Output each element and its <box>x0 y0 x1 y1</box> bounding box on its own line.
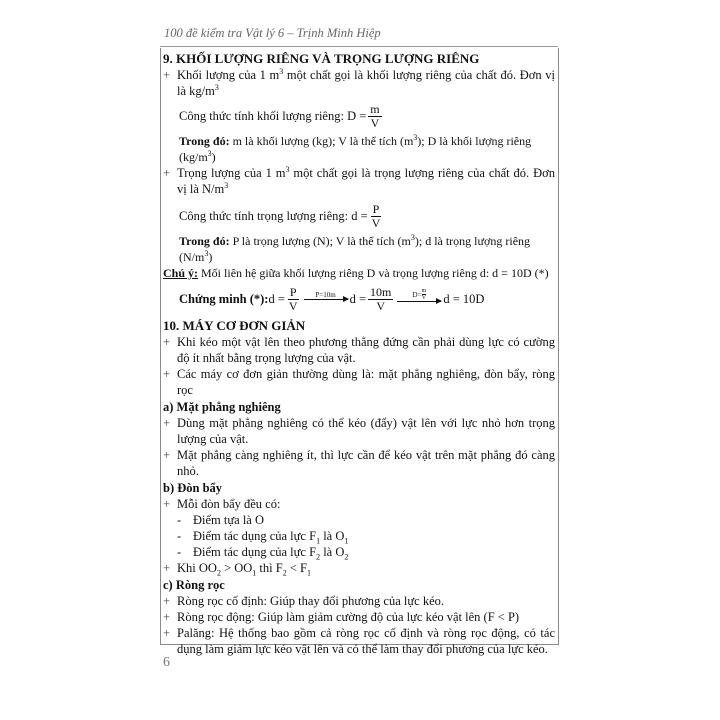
b-bullet-last: + Khi $OO_2 > OO_1$ thì $F_2 < F_1$ <box>163 561 311 578</box>
arrow-icon <box>304 299 348 300</box>
dash-marker: - <box>177 545 182 559</box>
arrow-icon <box>397 301 441 302</box>
a-bullet-1: + Dùng mặt phẳng nghiêng có thể kéo (đẩy) vật lên với lực nhỏ hơn trọng lượng của vật. <box>163 416 555 446</box>
density-formula: Công thức tính khối lượng riêng: D = $\frac{m}{V}$ <box>179 101 380 130</box>
implication-arrow: P=10m <box>304 291 348 308</box>
a-bullet-2: + Mặt phẳng càng nghiêng ít, thì lực cần để kéo vật trên mặt phẳng đó càng nhỏ. <box>163 448 555 478</box>
proof-line: Chứng minh (*): d = $\frac{P}{V}$ P=10m d = $\frac{10m}{V}$ D= $\frac{m}{V}$ d = 10D <box>179 284 485 313</box>
b-bullet-intro: + Mỗi đòn bẩy đều có: <box>163 497 281 511</box>
running-header: 100 đề kiểm tra Vật lý 6 – Trịnh Minh Hiệp <box>164 26 381 40</box>
weight-density-formula: Công thức tính trọng lượng riêng: d = $\frac{P}{V}$ <box>179 201 381 230</box>
s9-bullet-2: + Trọng lượng của 1 $m^3$ một chất gọi là trọng lượng riêng của chất đó. Đơn vị là $N/m^3$ <box>163 164 555 196</box>
s10-bullet-2: + Các máy cơ đơn giản thường dùng là: mặt phẳng nghiêng, đòn bẩy, ròng rọc <box>163 367 555 397</box>
b-sub-1: - Điểm tựa là O <box>177 513 264 527</box>
fraction: $\frac{10m}{V}$ <box>370 284 392 313</box>
plus-marker: + <box>163 594 171 608</box>
plus-marker: + <box>163 448 171 462</box>
section-9-title: 9. KHỐI LƯỢNG RIÊNG VÀ TRỌNG LƯỢNG RIÊNG <box>163 51 480 66</box>
plus-marker: + <box>163 497 171 511</box>
subsection-b-title: b) Đòn bẩy <box>163 481 223 495</box>
subsection-a-title: a) Mặt phẳng nghiêng <box>163 400 281 414</box>
plus-marker: + <box>163 166 171 180</box>
plus-marker: + <box>163 335 171 349</box>
section-10-title: 10. MÁY CƠ ĐƠN GIẢN <box>163 318 306 333</box>
fraction: $\frac{P}{V}$ <box>288 284 298 313</box>
dash-marker: - <box>177 529 182 543</box>
note: Chú ý: Mối liên hệ giữa khối lượng riêng D và trọng lượng riêng d: d = 10D (*) <box>163 266 549 280</box>
fraction: $\frac{m}{V}$ <box>370 101 380 130</box>
c-bullet-3: + Palăng: Hệ thống bao gồm cả ròng rọc cố định và ròng rọc động, có tác dụng làm giảm lực kéo vật lên và có thể làm thay đổi phương của lực kéo. <box>163 626 555 656</box>
dash-marker: - <box>177 513 182 527</box>
plus-marker: + <box>163 367 171 381</box>
plus-marker: + <box>163 68 171 82</box>
header-rule <box>160 46 558 47</box>
plus-marker: + <box>163 626 171 640</box>
c-bullet-1: + Ròng rọc cố định: Giúp thay đổi phương của lực kéo. <box>163 594 444 608</box>
plus-marker: + <box>163 416 171 430</box>
weight-density-definition: Trong đó: P là trọng lượng (N); V là thể tích $(m^3)$; d là trọng lượng riêng $(N/m^3)$ <box>179 233 531 264</box>
implication-arrow: D= $\frac{m}{V}$ <box>397 288 441 310</box>
density-definition: Trong đó: m là khối lượng (kg); V là thể tích $(m^3)$; D là khối lượng riêng $(kg/m^3)$ <box>179 133 532 164</box>
plus-marker: + <box>163 561 171 575</box>
s10-bullet-1: + Khi kéo một vật lên theo phương thẳng đứng cần phải dùng lực có cường độ ít nhất bằng trọng lượng của vật. <box>163 335 555 365</box>
content <box>163 50 555 657</box>
plus-marker: + <box>163 610 171 624</box>
subsection-c-title: c) Ròng rọc <box>163 578 225 592</box>
b-sub-2: - Điểm tác dụng của lực $F_1$ là $O_1$ <box>177 529 349 546</box>
c-bullet-2: + Ròng rọc động: Giúp làm giảm cường độ của lực kéo vật lên (F < P) <box>163 610 520 624</box>
fraction: $\frac{P}{V}$ <box>371 201 381 230</box>
page-number: 6 <box>163 655 170 670</box>
b-sub-3: - Điểm tác dụng của lực $F_2$ là $O_2$ <box>177 545 349 562</box>
s9-bullet-1: + Khối lượng của 1 $m^3$ một chất gọi là khối lượng riêng của chất đó. Đơn vị là $kg/m^3$ <box>163 66 555 98</box>
